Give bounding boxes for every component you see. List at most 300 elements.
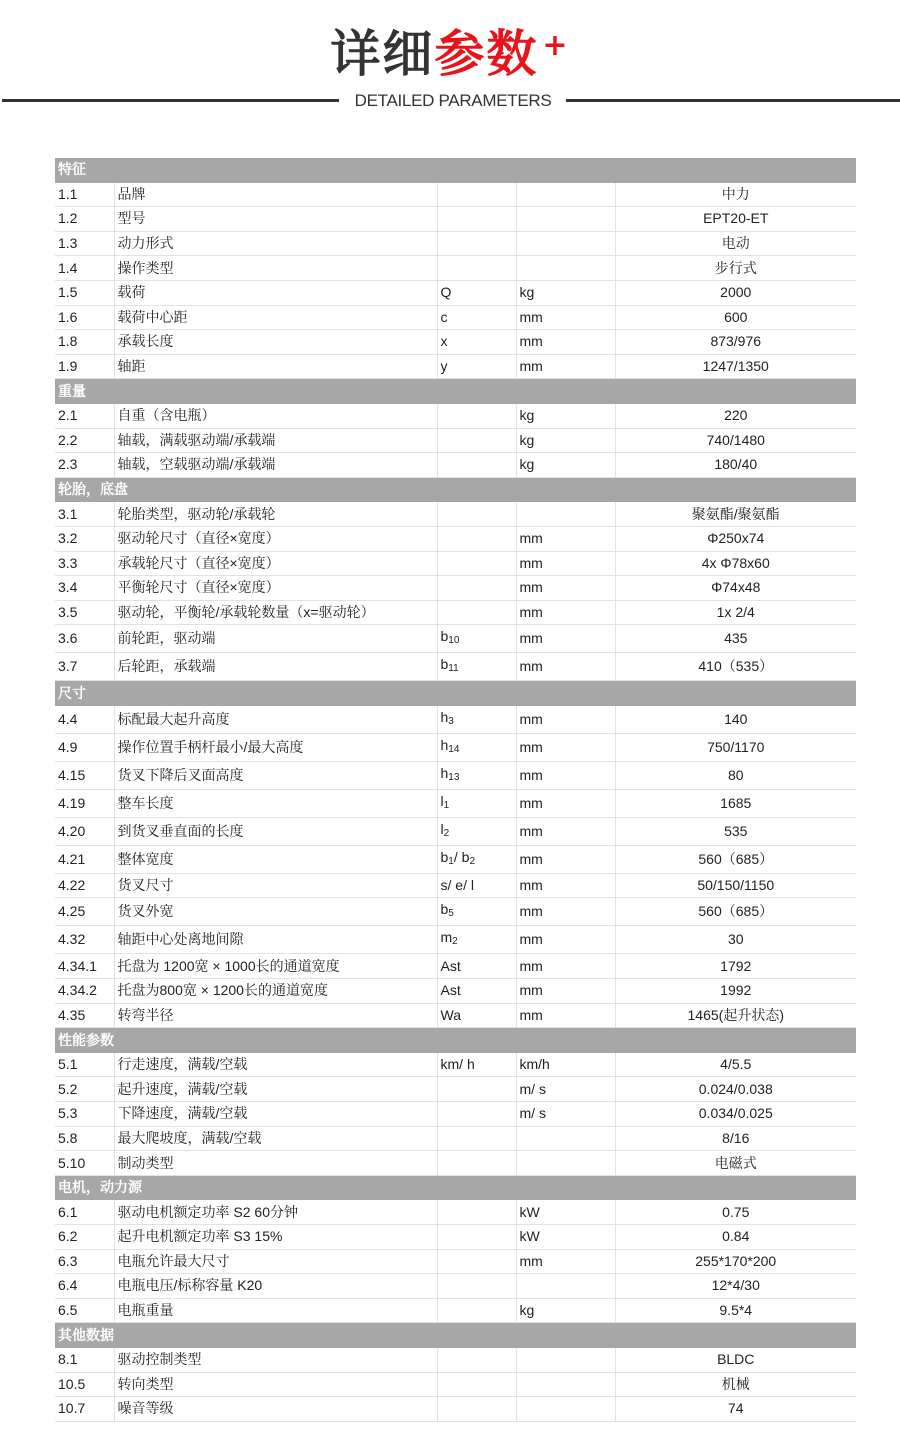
table-row [55,1102,856,1127]
parameters-table [55,158,856,1422]
param-name: 制动类型 [114,1151,437,1176]
table-row [55,979,856,1004]
param-unit [516,1397,615,1422]
param-value: 4x Φ78x60 [615,551,856,576]
param-value: 4/5.5 [615,1052,856,1077]
param-value: 0.024/0.038 [615,1077,856,1102]
symbol-text: Wa [440,1006,461,1023]
param-unit: kW [516,1225,615,1250]
param-number: 10.5 [55,1372,114,1397]
param-symbol [437,551,516,576]
param-symbol [437,428,516,453]
param-unit: mm [516,625,615,653]
param-unit: mm [516,305,615,330]
param-unit: mm [516,526,615,551]
param-number: 6.5 [55,1298,114,1323]
symbol-text: Ast [440,982,461,999]
table-row [55,954,856,979]
param-symbol [437,576,516,601]
symbol-subscript-2: 2 [469,855,475,867]
param-unit: mm [516,761,615,789]
param-value: 74 [615,1397,856,1422]
param-value: 30 [615,926,856,954]
param-number: 5.8 [55,1126,114,1151]
param-name: 噪音等级 [114,1397,437,1422]
param-number: 1.8 [55,330,114,355]
param-symbol [437,502,516,527]
table-row [55,1347,856,1372]
param-name: 型号 [114,207,437,232]
param-name: 驱动控制类型 [114,1347,437,1372]
param-name: 电瓶重量 [114,1298,437,1323]
table-row [55,305,856,330]
title-part-1: 详细 [330,25,435,83]
param-value: 50/150/1150 [615,873,856,898]
param-unit: kg [516,280,615,305]
section-title: 特征 [55,158,856,182]
param-symbol [437,1347,516,1372]
table-row [55,453,856,478]
param-name: 驱动电机额定功率 S2 60分钟 [114,1200,437,1225]
param-symbol [437,898,516,926]
table-row [55,330,856,355]
symbol-text: b [440,628,449,645]
param-value: EPT20-ET [615,207,856,232]
param-name: 轴载，空载驱动端/承载端 [114,453,437,478]
param-name: 轴载，满载驱动端/承载端 [114,428,437,453]
param-unit: mm [516,817,615,845]
param-name: 驱动轮，平衡轮/承载轮数量（x=驱动轮） [114,600,437,625]
param-symbol [437,1372,516,1397]
param-value: 机械 [615,1372,856,1397]
table-row [55,1274,856,1299]
param-unit [516,1126,615,1151]
symbol-text: km/ h [440,1056,475,1073]
param-name: 品牌 [114,182,437,207]
param-number: 1.6 [55,305,114,330]
param-unit: kg [516,1298,615,1323]
section-title: 性能参数 [55,1028,856,1053]
param-unit: mm [516,873,615,898]
param-symbol [437,873,516,898]
param-symbol [437,1274,516,1299]
param-value: 600 [615,305,856,330]
param-number: 3.4 [55,576,114,601]
symbol-subscript: 10 [448,635,460,647]
param-unit [516,1274,615,1299]
param-number: 4.25 [55,898,114,926]
param-value: 0.75 [615,1200,856,1225]
param-number: 4.21 [55,845,114,873]
param-name: 平衡轮尺寸（直径×宽度） [114,576,437,601]
param-unit [516,207,615,232]
param-number: 4.20 [55,817,114,845]
section-header [55,158,856,182]
param-number: 8.1 [55,1347,114,1372]
param-symbol [437,526,516,551]
symbol-subscript: 1 [448,855,454,867]
table-row [55,625,856,653]
param-value: 聚氨酯/聚氨酯 [615,502,856,527]
symbol-text: b [440,656,449,673]
param-value: 电磁式 [615,1151,856,1176]
param-value: 电动 [615,231,856,256]
param-value: 140 [615,705,856,733]
param-symbol [437,926,516,954]
param-symbol [437,1052,516,1077]
table-row [55,1298,856,1323]
section-header [55,681,856,706]
param-value: 180/40 [615,453,856,478]
param-unit: m/ s [516,1077,615,1102]
param-unit [516,1347,615,1372]
param-value: 560（685） [615,845,856,873]
param-number: 2.1 [55,403,114,428]
param-symbol [437,733,516,761]
param-symbol [437,280,516,305]
param-number: 5.3 [55,1102,114,1127]
param-unit: mm [516,979,615,1004]
symbol-subscript: 3 [448,715,454,727]
param-name: 承载轮尺寸（直径×宽度） [114,551,437,576]
param-name: 货叉外宽 [114,898,437,926]
section-title: 其他数据 [55,1323,856,1348]
param-symbol [437,817,516,845]
param-unit: mm [516,330,615,355]
param-unit: m/ s [516,1102,615,1127]
param-number: 6.4 [55,1274,114,1299]
symbol-subscript: 1 [443,799,450,811]
symbol-subscript: 11 [448,663,459,675]
param-symbol [437,625,516,653]
param-value: 8/16 [615,1126,856,1151]
param-number: 6.3 [55,1249,114,1274]
param-number: 4.19 [55,789,114,817]
param-name: 整体宽度 [114,845,437,873]
param-unit [516,502,615,527]
param-unit: mm [516,705,615,733]
param-value: 1465(起升状态) [615,1003,856,1028]
param-name: 轴距中心处离地间隙 [114,926,437,954]
table-row [55,1151,856,1176]
param-symbol [437,789,516,817]
symbol-text: Ast [440,957,461,974]
param-value: Φ250x74 [615,526,856,551]
symbol-text: y [440,358,448,375]
param-unit: mm [516,845,615,873]
table-row [55,1372,856,1397]
param-name: 托盘为800宽 × 1200长的通道宽度 [114,979,437,1004]
param-value: 535 [615,817,856,845]
param-name: 货叉下降后叉面高度 [114,761,437,789]
param-name: 前轮距，驱动端 [114,625,437,653]
symbol-tail: / b [453,848,470,865]
section-title: 电机，动力源 [55,1175,856,1200]
table-row [55,845,856,873]
table-row [55,1126,856,1151]
param-number: 4.4 [55,705,114,733]
param-number: 1.3 [55,231,114,256]
param-number: 4.15 [55,761,114,789]
table-row [55,1225,856,1250]
param-value: BLDC [615,1347,856,1372]
param-number: 2.3 [55,453,114,478]
section-title: 轮胎，底盘 [55,477,856,502]
param-name: 电瓶电压/标称容量 K20 [114,1274,437,1299]
param-number: 1.4 [55,256,114,281]
param-name: 轴距 [114,354,437,379]
param-symbol [437,207,516,232]
param-number: 1.1 [55,182,114,207]
param-symbol [437,1397,516,1422]
param-name: 起升电机额定功率 S3 15% [114,1225,437,1250]
param-number: 4.22 [55,873,114,898]
param-number: 3.2 [55,526,114,551]
param-value: 560（685） [615,898,856,926]
param-number: 4.34.1 [55,954,114,979]
table-row [55,1077,856,1102]
param-name: 整车长度 [114,789,437,817]
param-number: 4.35 [55,1003,114,1028]
param-unit: km/h [516,1052,615,1077]
param-number: 3.5 [55,600,114,625]
param-value: 80 [615,761,856,789]
param-name: 最大爬坡度，满载/空载 [114,1126,437,1151]
title-part-2: 参数 [434,25,539,83]
table-row [55,280,856,305]
param-symbol [437,403,516,428]
param-name: 载荷 [114,280,437,305]
param-value: 1685 [615,789,856,817]
param-symbol [437,1151,516,1176]
symbol-text: l [440,820,444,837]
param-symbol [437,761,516,789]
param-symbol [437,1102,516,1127]
param-name: 自重（含电瓶） [114,403,437,428]
symbol-text: s/ e/ l [440,877,474,894]
param-unit [516,1372,615,1397]
param-value: 步行式 [615,256,856,281]
param-name: 托盘为 1200宽 × 1000长的通道宽度 [114,954,437,979]
param-name: 载荷中心距 [114,305,437,330]
param-number: 5.1 [55,1052,114,1077]
param-symbol [437,1249,516,1274]
table-row [55,926,856,954]
param-unit: kg [516,428,615,453]
table-row [55,817,856,845]
param-number: 1.9 [55,354,114,379]
param-unit: mm [516,954,615,979]
param-number: 5.10 [55,1151,114,1176]
param-symbol [437,453,516,478]
section-title: 尺寸 [55,681,856,706]
table-row [55,653,856,681]
param-name: 起升速度，满载/空载 [114,1077,437,1102]
param-name: 操作位置手柄杆最小/最大高度 [114,733,437,761]
param-number: 3.6 [55,625,114,653]
param-unit: kW [516,1200,615,1225]
param-value: 2000 [615,280,856,305]
param-symbol [437,600,516,625]
param-unit: mm [516,653,615,681]
param-symbol [437,330,516,355]
param-number: 5.2 [55,1077,114,1102]
param-name: 电瓶允许最大尺寸 [114,1249,437,1274]
param-unit: mm [516,1003,615,1028]
param-number: 6.2 [55,1225,114,1250]
param-value: 410（535） [615,653,856,681]
param-name: 动力形式 [114,231,437,256]
table-row [55,1052,856,1077]
table-row [55,705,856,733]
plus-icon: + [542,28,570,63]
page-subtitle: DETAILED PARAMETERS [354,91,552,110]
param-symbol [437,182,516,207]
table-row [55,1397,856,1422]
param-number: 2.2 [55,428,114,453]
table-row [55,898,856,926]
param-value: 873/976 [615,330,856,355]
param-value: 1247/1350 [615,354,856,379]
section-header [55,1175,856,1200]
param-number: 1.5 [55,280,114,305]
table-row [55,207,856,232]
param-value: 1992 [615,979,856,1004]
table-row [55,873,856,898]
param-symbol [437,954,516,979]
param-number: 10.7 [55,1397,114,1422]
symbol-subscript: 13 [448,771,460,783]
table-row [55,403,856,428]
param-symbol [437,979,516,1004]
page-title [0,24,900,84]
table-row [55,1249,856,1274]
param-number: 1.2 [55,207,114,232]
param-number: 3.7 [55,653,114,681]
param-symbol [437,256,516,281]
param-unit: kg [516,403,615,428]
section-header [55,477,856,502]
param-value: 12*4/30 [615,1274,856,1299]
param-unit: mm [516,926,615,954]
header-rule-right [566,99,900,102]
param-number: 6.1 [55,1200,114,1225]
section-header [55,379,856,404]
param-value: Φ74x48 [615,576,856,601]
param-symbol [437,305,516,330]
page-header [0,0,900,130]
param-symbol [437,1225,516,1250]
header-rule-left [2,99,339,102]
table-row [55,231,856,256]
param-value: 0.84 [615,1225,856,1250]
param-symbol [437,1200,516,1225]
table-row [55,733,856,761]
param-unit: mm [516,551,615,576]
table-row [55,576,856,601]
param-unit: mm [516,576,615,601]
param-value: 255*170*200 [615,1249,856,1274]
table-row [55,1003,856,1028]
param-name: 到货叉垂直面的长度 [114,817,437,845]
param-unit: mm [516,354,615,379]
param-symbol [437,653,516,681]
table-row [55,526,856,551]
symbol-text: h [440,764,449,781]
table-row [55,428,856,453]
section-header [55,1028,856,1053]
table-row [55,761,856,789]
param-name: 轮胎类型，驱动轮/承载轮 [114,502,437,527]
param-symbol [437,705,516,733]
param-value: 9.5*4 [615,1298,856,1323]
param-symbol [437,1003,516,1028]
param-name: 转弯半径 [114,1003,437,1028]
param-value: 220 [615,403,856,428]
param-number: 3.3 [55,551,114,576]
param-unit [516,231,615,256]
param-unit: mm [516,1249,615,1274]
symbol-text: b [440,848,449,865]
param-unit: mm [516,789,615,817]
param-unit: kg [516,453,615,478]
section-header [55,1323,856,1348]
table-row [55,1200,856,1225]
param-unit: mm [516,898,615,926]
param-name: 转向类型 [114,1372,437,1397]
symbol-subscript: 5 [448,908,454,920]
param-symbol [437,1077,516,1102]
table-row [55,182,856,207]
param-number: 4.34.2 [55,979,114,1004]
symbol-subscript: 14 [448,743,460,755]
symbol-text: b [440,901,449,918]
param-unit [516,256,615,281]
param-name: 行走速度，满载/空载 [114,1052,437,1077]
param-unit: mm [516,600,615,625]
table-row [55,600,856,625]
symbol-subscript: 2 [452,936,458,948]
param-name: 标配最大起升高度 [114,705,437,733]
symbol-text: h [440,736,449,753]
param-value: 中力 [615,182,856,207]
symbol-text: x [440,333,448,350]
param-value: 740/1480 [615,428,856,453]
symbol-text: c [440,308,448,325]
param-symbol [437,354,516,379]
table-row [55,502,856,527]
table-row [55,789,856,817]
param-unit: mm [516,733,615,761]
symbol-text: l [440,792,444,809]
param-unit [516,1151,615,1176]
param-value: 0.034/0.025 [615,1102,856,1127]
param-name: 承载长度 [114,330,437,355]
section-title: 重量 [55,379,856,404]
param-number: 4.9 [55,733,114,761]
param-name: 后轮距，承载端 [114,653,437,681]
param-symbol [437,231,516,256]
table-row [55,354,856,379]
param-name: 货叉尺寸 [114,873,437,898]
param-symbol [437,845,516,873]
param-name: 下降速度，满载/空载 [114,1102,437,1127]
table-row [55,256,856,281]
param-value: 1x 2/4 [615,600,856,625]
symbol-text: m [440,929,453,946]
param-number: 3.1 [55,502,114,527]
param-value: 750/1170 [615,733,856,761]
